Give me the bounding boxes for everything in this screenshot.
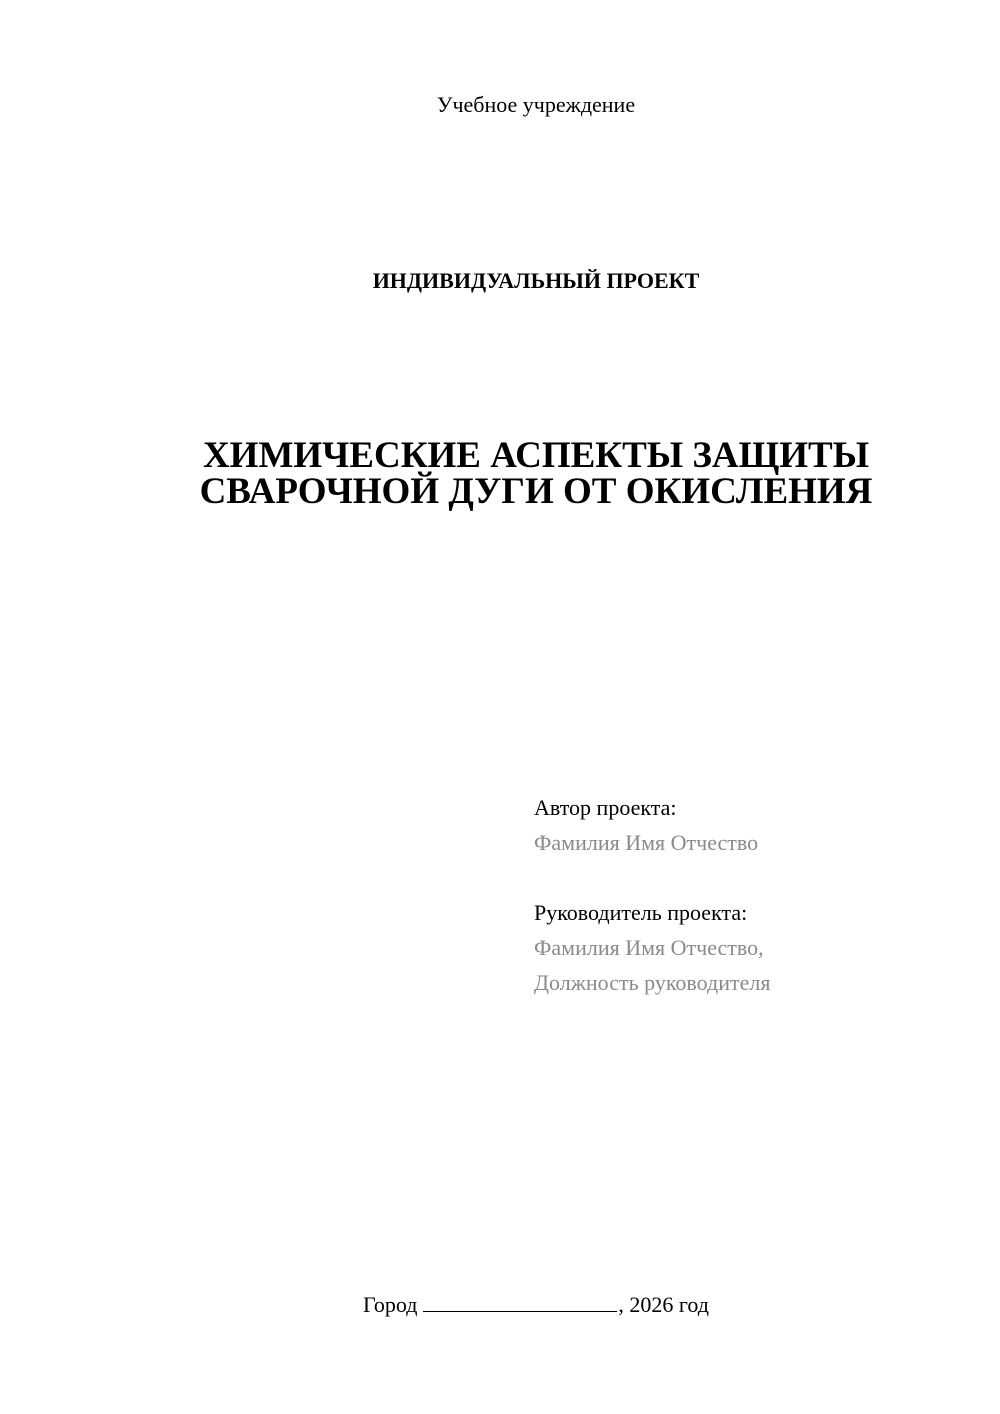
city-label: Город (363, 1292, 418, 1317)
supervisor-label: Руководитель проекта: (534, 900, 748, 925)
title-line-2: СВАРОЧНОЙ ДУГИ ОТ ОКИСЛЕНИЯ (199, 471, 873, 512)
supervisor-position: Должность руководителя (534, 970, 771, 995)
project-info-block (534, 790, 770, 1000)
city-year-line (0, 1291, 1000, 1318)
title-line-1: ХИМИЧЕСКИЕ АСПЕКТЫ ЗАЩИТЫ (202, 435, 870, 476)
author-name: Фамилия Имя Отчество (534, 830, 759, 855)
supervisor-name: Фамилия Имя Отчество, (534, 935, 764, 960)
year-text: , 2026 год (618, 1292, 709, 1317)
project-title (0, 435, 1000, 512)
document-type: ИНДИВИДУАЛЬНЫЙ ПРОЕКТ (372, 268, 700, 293)
institution-name: Учебное учреждение (436, 92, 636, 117)
author-label: Автор проекта: (534, 795, 677, 820)
city-blank-line (423, 1291, 617, 1312)
